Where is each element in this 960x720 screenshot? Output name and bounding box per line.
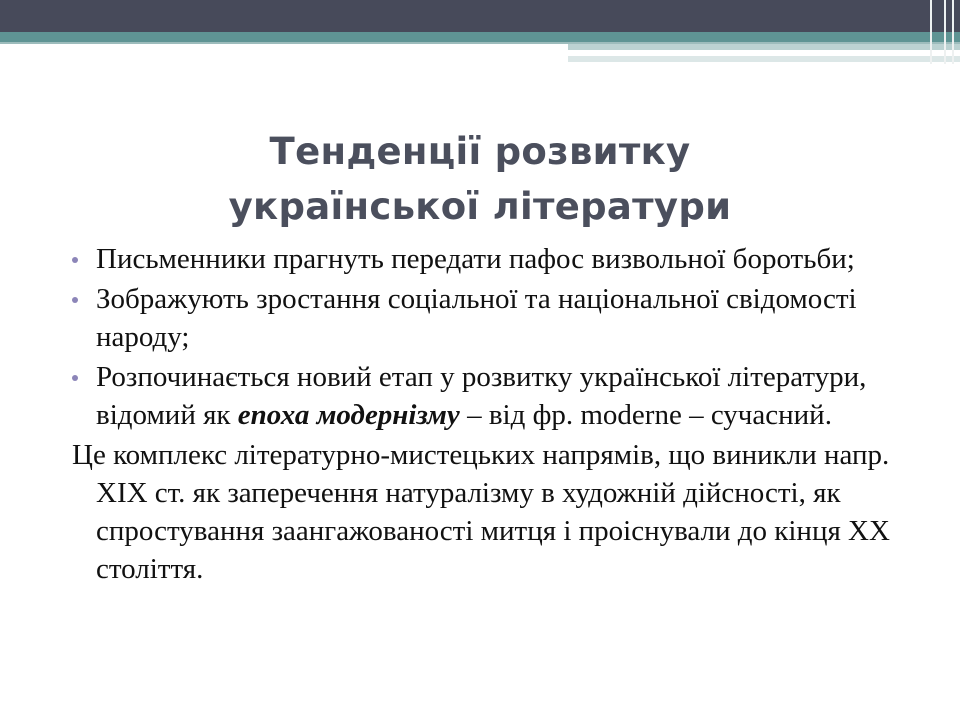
bullet-text-after: – від фр. moderne – сучасний. xyxy=(459,399,832,431)
bullet-icon xyxy=(72,297,78,303)
header-accent-band xyxy=(0,32,960,42)
bullet-icon xyxy=(72,375,78,381)
bullet-text-before: Розпочинається новий етап у розвитку української літератури, відомий як xyxy=(96,361,867,431)
bullet-icon xyxy=(72,257,78,263)
bullet-text: Зображують зростання соціальної та національної свідомості народу; xyxy=(96,283,857,353)
slide-title-line: Тенденції розвитку xyxy=(269,130,691,173)
bullet-item xyxy=(72,358,902,434)
decor-vertical-lines xyxy=(930,0,946,64)
slide-title-line: української літератури xyxy=(228,185,732,228)
slide-body xyxy=(72,240,902,588)
definition-paragraph: Це комплекс літературно-мистецьких напрямів, що виникли напр. XIX ст. як заперечення натуралізму в художній дійсності, як спростування заангажованості митця і проіснували до кінця ХХ століття. xyxy=(72,439,890,585)
bullet-emphasis: епоха модернізму xyxy=(237,399,460,431)
bullet-item xyxy=(72,280,902,356)
bullet-item xyxy=(72,240,902,278)
bullet-text: Письменники прагнуть передати пафос визвольної боротьби; xyxy=(96,243,855,275)
header-bar xyxy=(0,0,960,32)
bullet-list xyxy=(72,240,902,434)
decor-vertical-line xyxy=(952,0,954,64)
decor-stripe xyxy=(568,56,960,62)
slide-title xyxy=(0,124,960,234)
